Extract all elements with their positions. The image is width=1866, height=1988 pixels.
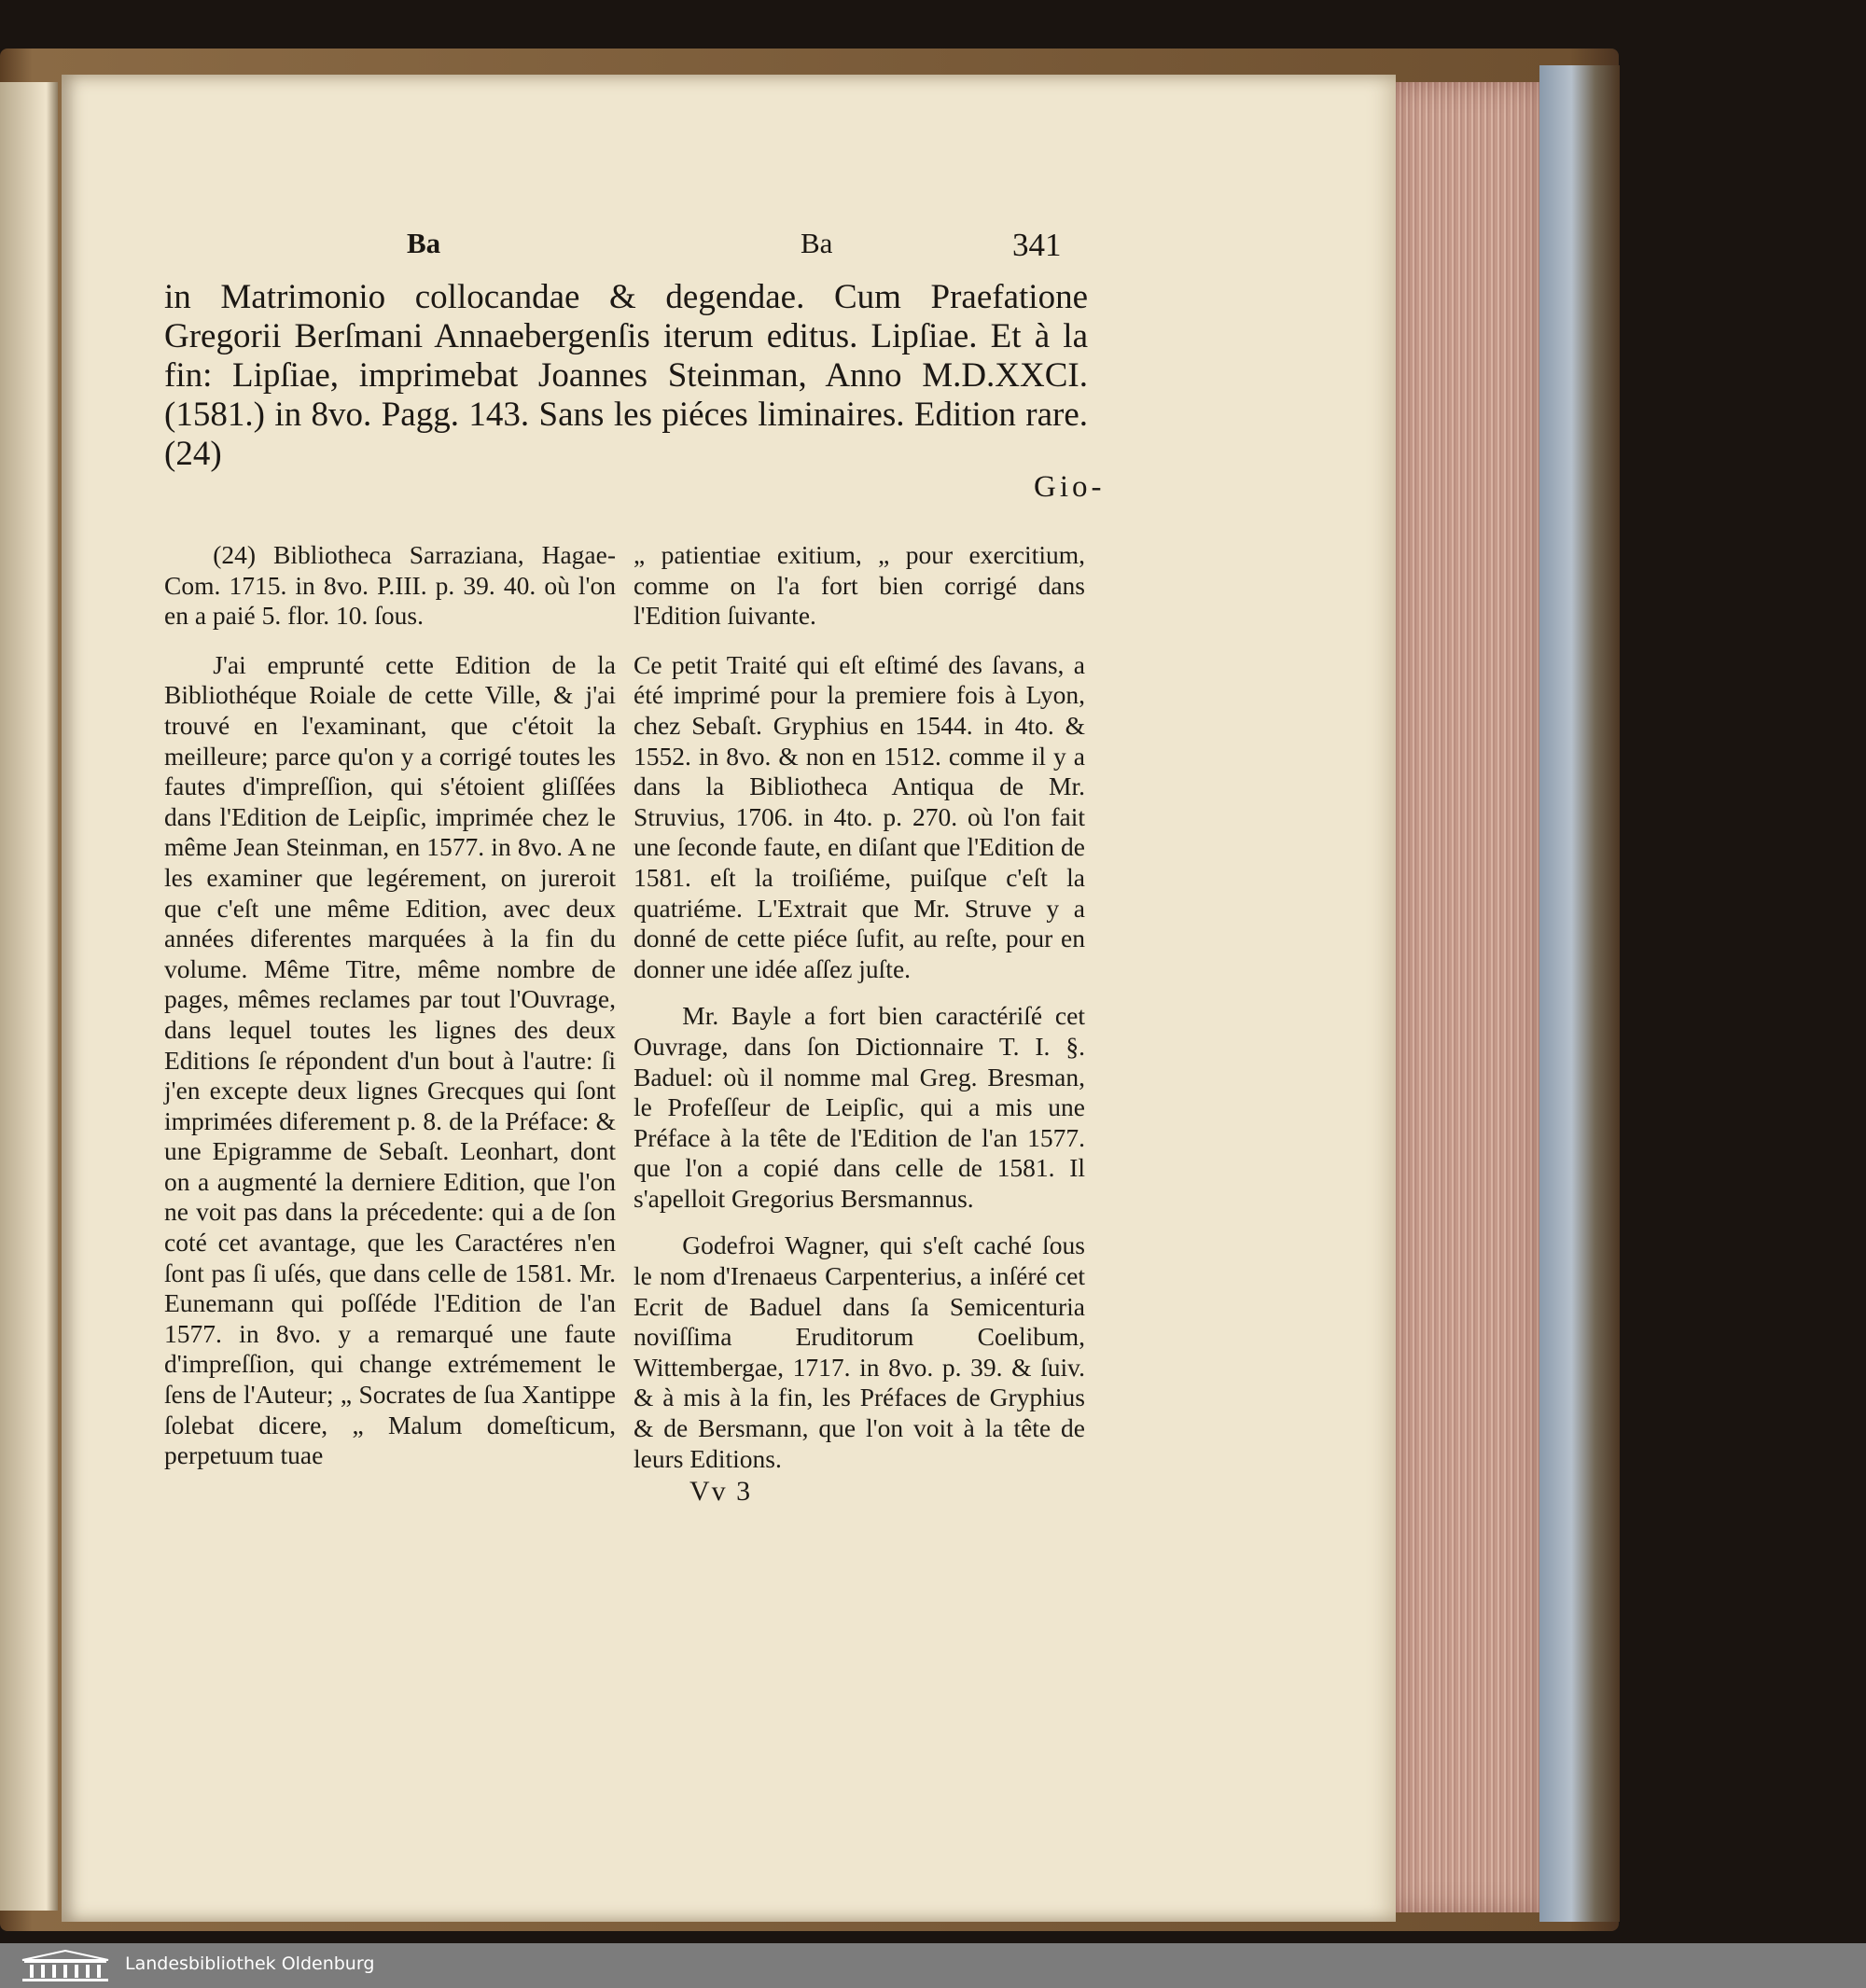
library-name: Landesbibliothek Oldenburg — [125, 1953, 375, 1974]
facing-page-edge — [0, 82, 58, 1911]
right-paragraph-3: Mr. Bayle a fort bien caractériſé cet Ouvrage, dans ſon Dictionnaire T. I. §. Baduel: où il nomme mal Greg. Bresman, le Profeſſeur de Leipſic, qui a mis une Préface à la tête de l'Edition de l'an 1577. que l'on a copié dans celle de 1581. Il s'apelloit Gregorius Bersmannus. — [634, 1001, 1085, 1213]
intro-text: in Matrimonio collocandae & degendae. Cum Praefatione Gregorii Berſmani Annaebergenſis iterum editus. Lipſiae. Et à la fin: Lipſiae, imprimebat Joannes Steinman, Anno M.D.XXCI. (1581.) in 8vo. Pagg. 143. Sans les piéces liminaires. Edition rare. (24) — [164, 278, 1088, 473]
catchword: Gio- — [1034, 470, 1106, 504]
cover-board — [1539, 65, 1620, 1922]
right-paragraph-2: Ce petit Traité qui eſt eſtimé des ſavans, a été imprimé pour la premiere fois à Lyon, chez Sebaſt. Gryphius en 1544. in 4to. & 1552. in 8vo. & non en 1512. comme il y a dans la Bibliotheca Antiqua de Mr. Struvius, 1706. in 4to. p. 270. où l'on fait une ſeconde faute, en diſant que l'Edition de 1581. eſt la troiſiéme, puiſque c'eſt la quatriéme. L'Extrait que Mr. Struve y a donné de cette piéce ſufit, au reſte, pour en donner une idée aſſez juſte. — [634, 649, 1085, 983]
right-column — [634, 540, 1085, 1474]
footnote-24: (24) Bibliotheca Sarraziana, Hagae-Com. 1715. in 8vo. P.III. p. 39. 40. où l'on en a paié 5. flor. 10. ſous. — [164, 540, 616, 631]
library-building-icon — [19, 1949, 112, 1982]
left-column — [164, 540, 616, 1471]
intro-paragraph — [164, 278, 1088, 474]
footer-bar — [0, 1943, 1866, 1988]
signature-mark: Vv 3 — [689, 1476, 753, 1507]
running-head-left: Ba — [407, 227, 441, 259]
page-block-edges — [1390, 82, 1539, 1912]
left-paragraph: J'ai emprunté cette Edition de la Bibliothéque Roiale de cette Ville, & j'ai trouvé en l'examinant, que c'étoit la meilleure; parce qu'on y a corrigé toutes les fautes d'impreſſion, qui s'étoient gliſſées dans l'Edition de Leipſic, imprimée chez le même Jean Steinman, en 1577. in 8vo. A ne les examiner que legérement, on jureroit que c'eſt une même Edition, avec deux années diferentes marquées à la fin du volume. Même Titre, même nombre de pages, mêmes reclames par tout l'Ouvrage, dans lequel toutes les lignes des deux Editions ſe répondent d'un bout à l'autre: ſi j'en excepte deux lignes Grecques qui ſont imprimées diferement p. 8. de la Préface: & une Epigramme de Sebaſt. Leonhart, dont on a augmenté la derniere Edition, que l'on ne voit pas dans la précedente: qui a de ſon coté cet avantage, que les Caractéres n'en ſont pas ſi uſés, que dans celle de 1581. Mr. Eunemann qui poſſéde l'Edition de l'an 1577. in 8vo. y a remarqué une faute d'impreſſion, qui change extrémement le ſens de l'Auteur; „ Socrates de ſua Xantippe ſolebat dicere, „ Malum domeſticum, perpetuum tuae — [164, 649, 616, 1470]
right-paragraph-4: Godefroi Wagner, qui s'eſt caché ſous le nom d'Irenaeus Carpenterius, a inſéré cet Ecrit de Baduel dans ſa Semicenturia noviſſima Eruditorum Coelibum, Wittembergae, 1717. in 8vo. p. 39. & ſuiv. & à mis à la fin, les Préfaces de Gryphius & de Bersmann, que l'on voit à la tête de leurs Editions. — [634, 1230, 1085, 1473]
right-paragraph-1: „ patientiae exitium, „ pour exercitium, comme on l'a fort bien corrigé dans l'Edition ſuivante. — [634, 540, 1085, 631]
page-number: 341 — [1012, 227, 1062, 263]
running-head-center: Ba — [801, 227, 833, 259]
